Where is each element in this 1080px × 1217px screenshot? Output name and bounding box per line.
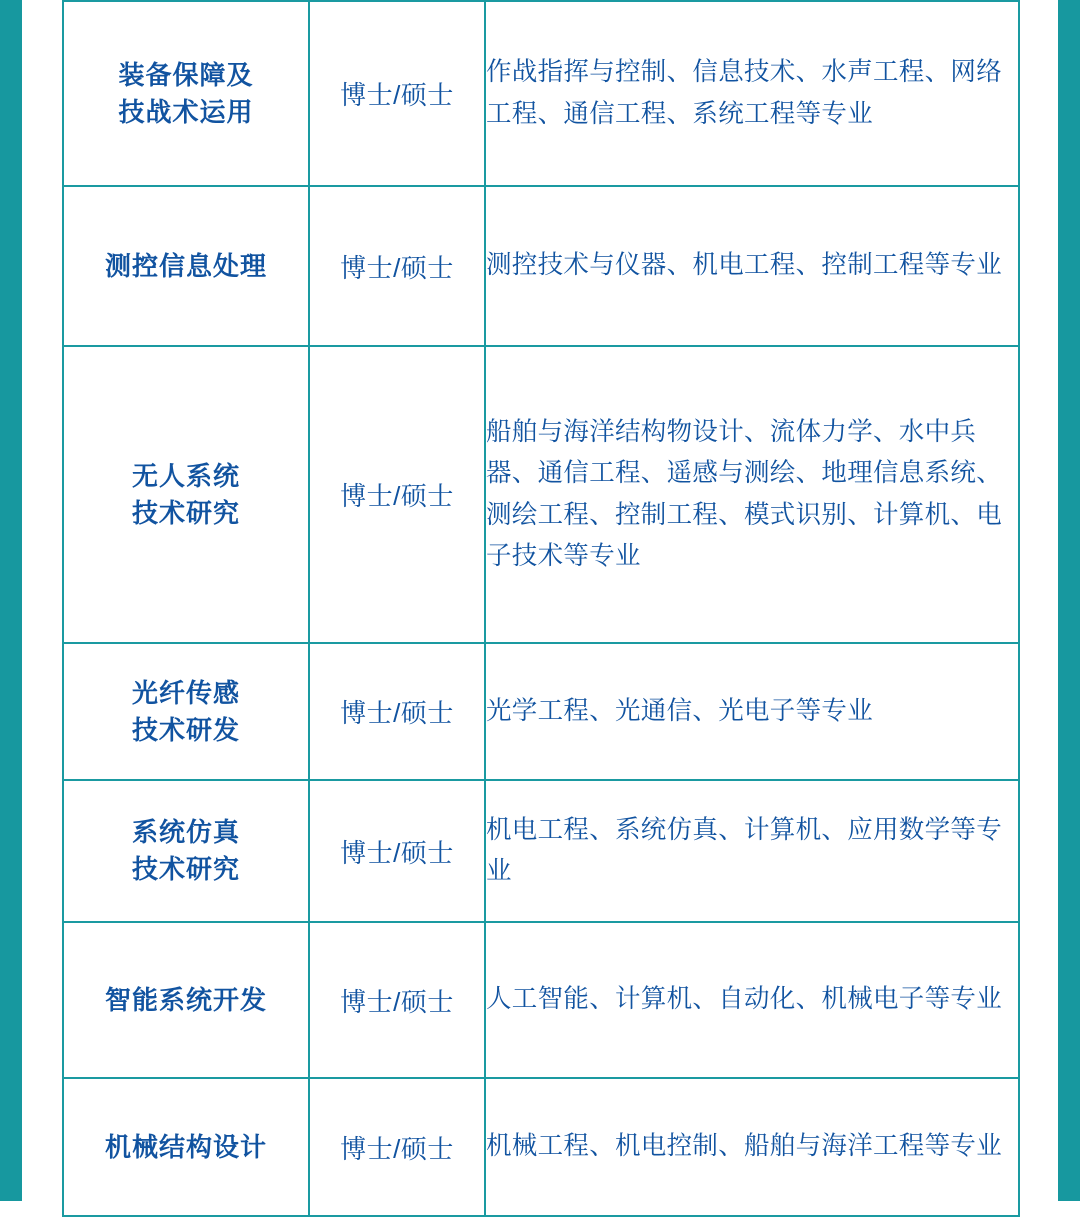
- department-line: 光纤传感: [131, 677, 240, 708]
- department-cell: [63, 1078, 309, 1216]
- degree-cell: 博士/硕士: [309, 1, 485, 186]
- department-line: 机械结构设计: [104, 1131, 267, 1162]
- department-line: 系统仿真: [131, 817, 240, 848]
- department-line: 无人系统: [131, 460, 240, 491]
- table-row: [63, 1, 1019, 186]
- department-line: 技术研发: [131, 714, 240, 745]
- degree-cell: 博士/硕士: [309, 643, 485, 780]
- department-cell: [63, 346, 309, 643]
- majors-cell: 机电工程、系统仿真、计算机、应用数学等专业: [485, 780, 1019, 922]
- recruitment-table-container: [62, 0, 1018, 1201]
- department-line: 技术研究: [131, 854, 240, 884]
- right-accent-bar: [1058, 0, 1080, 1201]
- majors-cell: 船舶与海洋结构物设计、流体力学、水中兵器、通信工程、遥感与测绘、地理信息系统、测绘工程、控制工程、模式识别、计算机、电子技术等专业: [485, 346, 1019, 643]
- degree-cell: 博士/硕士: [309, 186, 485, 346]
- department-cell: [63, 643, 309, 780]
- table-row: [63, 186, 1019, 346]
- left-accent-bar: [0, 0, 22, 1201]
- degree-cell: 博士/硕士: [309, 346, 485, 643]
- degree-cell: 博士/硕士: [309, 922, 485, 1078]
- majors-cell: 光学工程、光通信、光电子等专业: [485, 643, 1019, 780]
- table-row: [63, 780, 1019, 922]
- recruitment-majors-table: [62, 0, 1020, 1217]
- majors-cell: 人工智能、计算机、自动化、机械电子等专业: [485, 922, 1019, 1078]
- table-row: [63, 346, 1019, 643]
- degree-cell: 博士/硕士: [309, 780, 485, 922]
- department-line: 技战术运用: [118, 96, 254, 127]
- left-margin-spacer: [22, 0, 62, 1201]
- department-line: 技术研究: [131, 497, 240, 528]
- department-cell: [63, 186, 309, 346]
- majors-cell: 测控技术与仪器、机电工程、控制工程等专业: [485, 186, 1019, 346]
- department-line: 装备保障及: [118, 59, 254, 90]
- department-line: 智能系统开发: [104, 984, 267, 1015]
- degree-cell: 博士/硕士: [309, 1078, 485, 1216]
- majors-cell: 机械工程、机电控制、船舶与海洋工程等专业: [485, 1078, 1019, 1216]
- department-cell: [63, 780, 309, 922]
- table-row: [63, 1078, 1019, 1216]
- table-row: [63, 922, 1019, 1078]
- majors-cell: 作战指挥与控制、信息技术、水声工程、网络工程、通信工程、系统工程等专业: [485, 1, 1019, 186]
- department-cell: [63, 1, 309, 186]
- right-margin-spacer: [1018, 0, 1058, 1201]
- department-line: 测控信息处理: [104, 250, 267, 281]
- table-row: [63, 643, 1019, 780]
- department-cell: [63, 922, 309, 1078]
